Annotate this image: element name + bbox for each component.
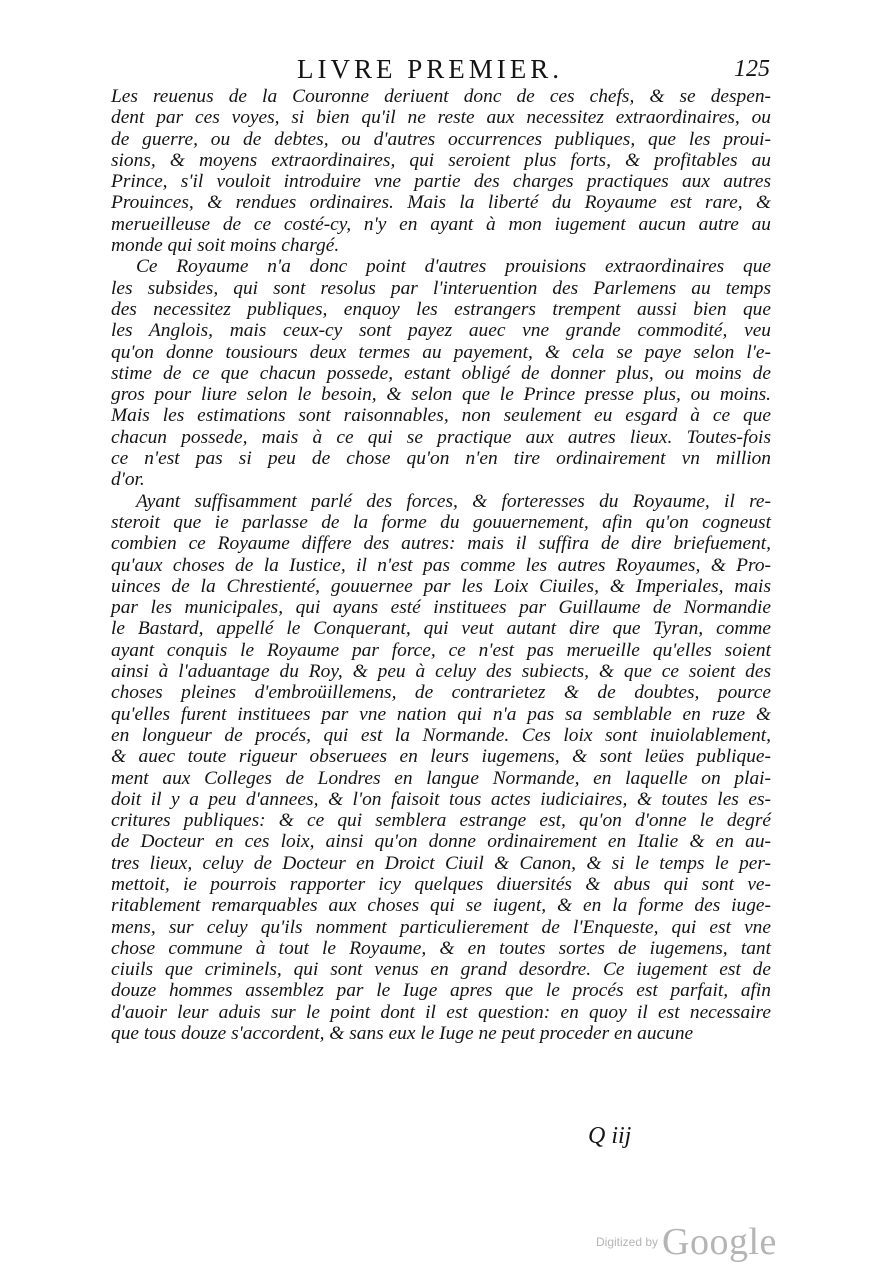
text-line: choses pleines d'embroüillemens, de contrarietez & de doubtes, pource (111, 682, 771, 704)
text-line: le Bastard, appellé le Conquerant, qui veut autant dire que Tyran, comme (111, 618, 771, 640)
text-line: ciuils que criminels, qui sont venus en grand desordre. Ce iugement est de (111, 959, 771, 981)
text-line: d'or. (111, 469, 145, 491)
google-logo: Google (662, 1221, 777, 1263)
text-line: qu'elles furent instituees par vne nation qui n'a pas sa semblable en ruze & (111, 703, 771, 725)
text-line: chose commune à tout le Royaume, & en toutes sortes de iugemens, tant (111, 937, 771, 959)
text-line: uinces de la Chrestienté, gouuernee par les Loix Ciuiles, & Imperiales, mais (111, 575, 771, 597)
text-line: Prouinces, & rendues ordinaires. Mais la liberté du Royaume est rare, & (111, 192, 771, 214)
text-line: critures publiques: & ce qui semblera estrange est, qu'on d'onne le degré (111, 810, 771, 832)
text-line: Les reuenus de la Couronne deriuent donc de ces chefs, & se despen- (111, 86, 771, 107)
text-line: les Anglois, mais ceux-cy sont payez auec vne grande commodité, veu (111, 320, 771, 342)
text-line: & auec toute rigueur obseruees en leurs iugemens, & sont leües publique- (111, 746, 771, 768)
text-line: Prince, s'il vouloit introduire vne partie des charges practiques aux autres (111, 171, 771, 193)
text-line: d'auoir leur aduis sur le point dont il est question: en quoy il est necessaire (111, 1001, 771, 1023)
text-line: les subsides, qui sont resolus par l'interuention des Parlemens au temps (111, 277, 771, 299)
text-line: steroit que ie parlasse de la forme du gouuernement, afin qu'on cogneust (111, 511, 771, 533)
text-line: en longueur de procés, qui est la Normande. Ces loix sont inuiolablement, (111, 724, 771, 746)
text-line: monde qui soit moins chargé. (111, 235, 340, 257)
text-line: de guerre, ou de debtes, ou d'autres occurrences publiques, que les proui- (111, 128, 771, 150)
signature-mark: Q iij (588, 1123, 632, 1149)
watermark-caption: Digitized by (596, 1235, 659, 1249)
text-line: mens, sur celuy qu'ils nomment particulierement de l'Enqueste, qui est vne (111, 916, 771, 938)
text-line: tres lieux, celuy de Docteur en Droict Ciuil & Canon, & si le temps le per- (111, 852, 771, 874)
page-number: 125 (734, 56, 770, 82)
text-line: sions, & moyens extraordinaires, qui seroient plus forts, & profitables au (111, 149, 771, 171)
text-line: ayant conquis le Royaume par force, ce n'est pas merueille qu'elles soient (111, 639, 771, 661)
text-line: chacun possede, mais à ce qui se practique aux autres lieux. Toutes-fois (111, 426, 771, 448)
digitized-watermark (596, 1220, 777, 1264)
text-line: stime de ce que chacun possede, estant obligé de donner plus, ou moins de (111, 362, 771, 384)
text-line: de Docteur en ces loix, ainsi qu'on donne ordinairement en Italie & en au- (111, 831, 771, 853)
text-line: ainsi à l'aduantage du Roy, & peu à celuy des subiects, & que ce soient des (111, 661, 771, 683)
body-text (111, 86, 771, 1044)
text-line: des necessitez publiques, enquoy les estrangers trempent aussi bien que (111, 298, 771, 320)
text-line: que tous douze s'accordent, & sans eux le Iuge ne peut proceder en aucune (111, 1023, 694, 1045)
text-line: Mais les estimations sont raisonnables, non seulement eu esgard à ce que (111, 405, 771, 427)
text-line: ce n'est pas si peu de chose qu'on n'en tire ordinairement vn million (111, 448, 771, 470)
text-line: ritablement remarquables aux choses qui se iugent, & en la forme des iuge- (111, 895, 771, 917)
text-line: douze hommes assemblez par le Iuge apres que le procés est parfait, afin (111, 980, 771, 1002)
page-header (110, 52, 770, 86)
text-line: combien ce Royaume differe des autres: mais il suffira de dire briefuement, (111, 533, 771, 555)
text-line: merueilleuse de ce costé-cy, n'y en ayant à mon iugement aucun autre au (111, 213, 771, 235)
text-line: qu'on donne tousiours deux termes au payement, & cela se paye selon l'e- (111, 341, 771, 363)
running-head: LIVRE PREMIER. (296, 54, 563, 84)
text-line: ment aux Colleges de Londres en langue Normande, en laquelle on plai- (111, 767, 771, 789)
text-line: mettoit, ie pourrois rapporter icy quelques diuersités & abus qui sont ve- (111, 873, 771, 895)
text-line: qu'aux choses de la Iustice, il n'est pas comme les autres Royaumes, & Pro- (111, 554, 771, 576)
text-line: dent par ces voyes, si bien qu'il ne reste aux necessitez extraordinaires, ou (111, 107, 771, 129)
text-line: Ce Royaume n'a donc point d'autres prouisions extraordinaires que (136, 256, 771, 278)
text-line: doit il y a peu d'annees, & l'on faisoit tous actes iudiciaires, & toutes les es- (111, 788, 771, 810)
text-line: Ayant suffisamment parlé des forces, & forteresses du Royaume, il re- (136, 490, 771, 512)
text-line: gros pour liure selon le besoin, & selon que le Prince presse plus, ou moins. (111, 384, 771, 406)
text-line: par les municipales, qui ayans esté instituees par Guillaume de Normandie (111, 597, 771, 619)
